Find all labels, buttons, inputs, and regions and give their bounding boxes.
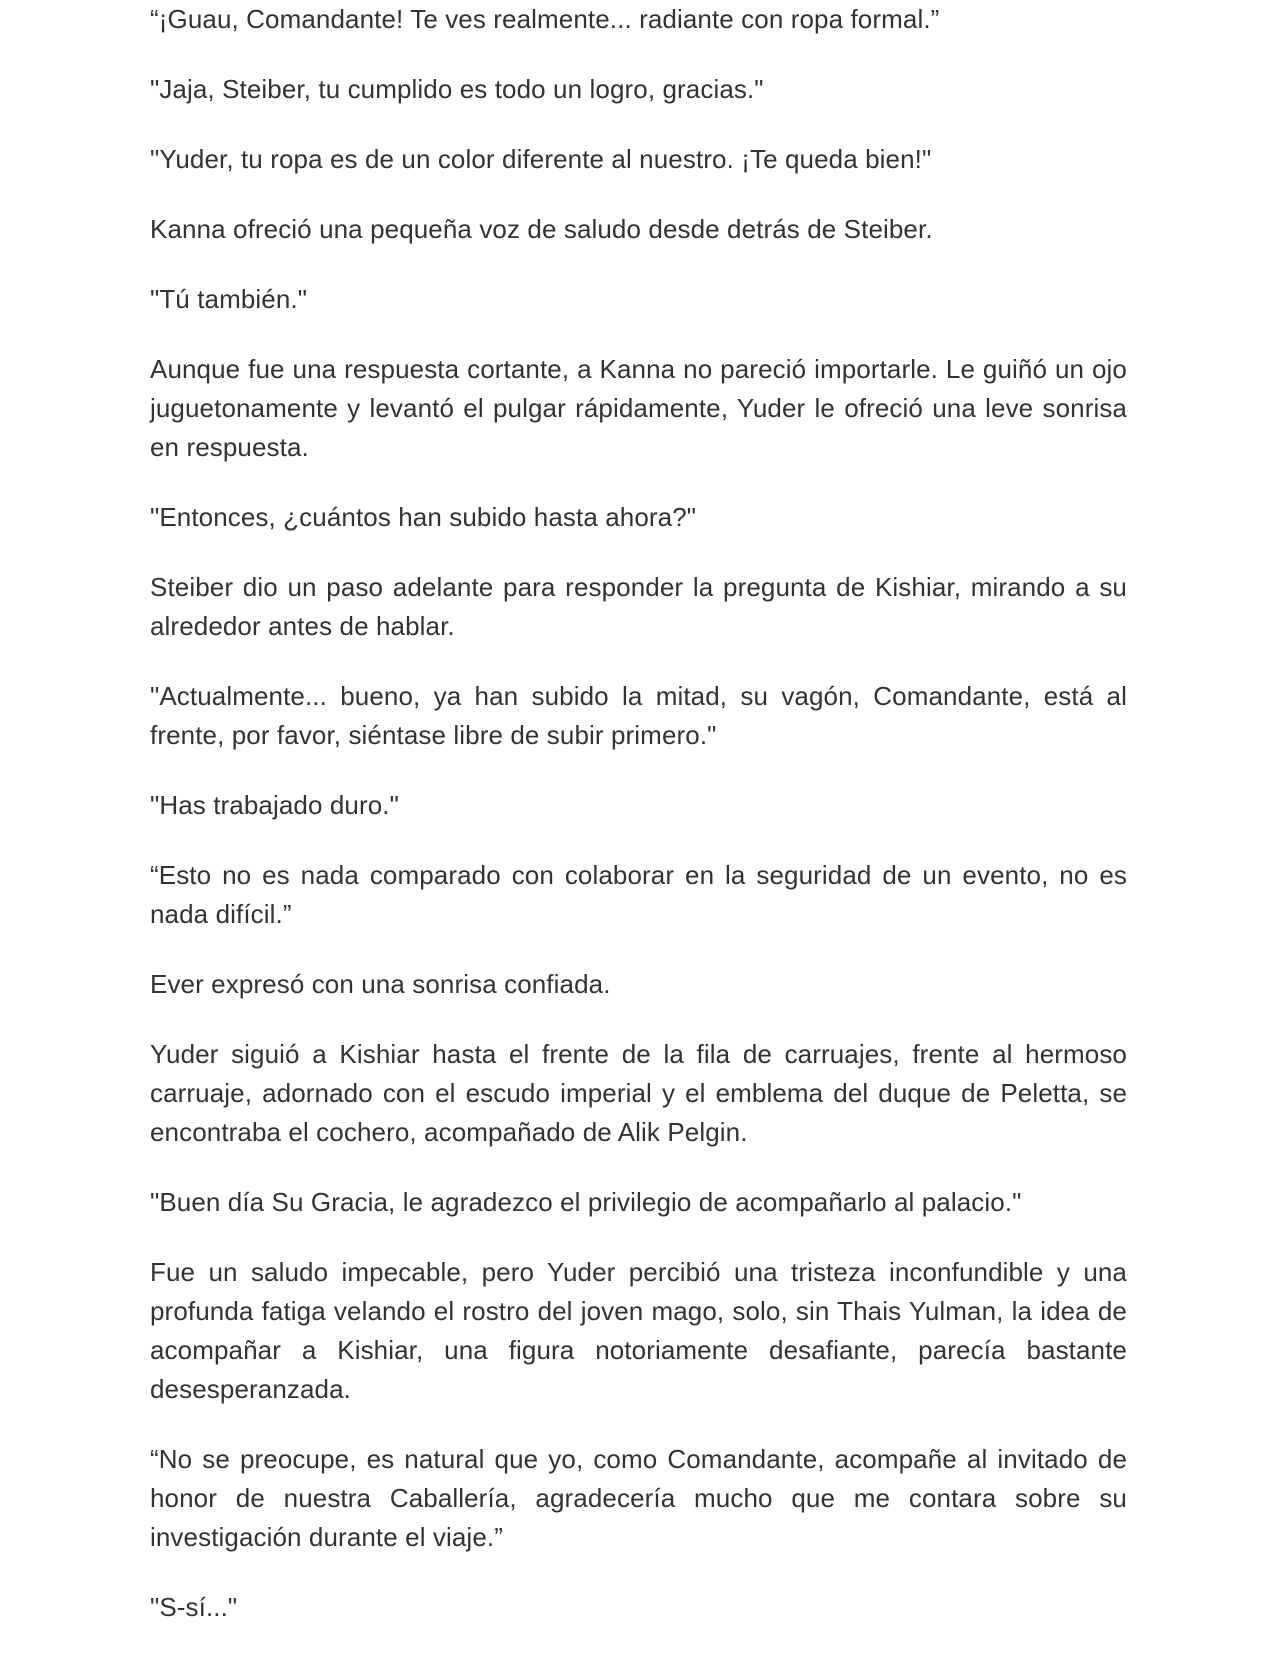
paragraph: "Buen día Su Gracia, le agradezco el privilegio de acompañarlo al palacio." bbox=[150, 1187, 1022, 1217]
paragraph: "Has trabajado duro." bbox=[150, 790, 399, 820]
paragraph: Ever expresó con una sonrisa confiada. bbox=[150, 969, 611, 999]
paragraph: "Entonces, ¿cuántos han subido hasta ahora?" bbox=[150, 502, 697, 532]
paragraph: "Yuder, tu ropa es de un color diferente al nuestro. ¡Te queda bien!" bbox=[150, 144, 932, 174]
paragraph: “No se preocupe, es natural que yo, como Comandante, acompañe al invitado de honor de nuestra Caballería, agradecería mucho que me contara sobre su investigación durante el viaje.” bbox=[150, 1444, 1127, 1552]
paragraph: “Esto no es nada comparado con colaborar en la seguridad de un evento, no es nada difícil.” bbox=[150, 860, 1127, 929]
paragraph: “¡Guau, Comandante! Te ves realmente... radiante con ropa formal.” bbox=[150, 4, 940, 34]
paragraph: "Jaja, Steiber, tu cumplido es todo un logro, gracias." bbox=[150, 74, 764, 104]
paragraph: Aunque fue una respuesta cortante, a Kanna no pareció importarle. Le guiñó un ojo juguetonamente y levantó el pulgar rápidamente, Yuder le ofreció una leve sonrisa en respuesta. bbox=[150, 354, 1127, 462]
paragraph: Fue un saludo impecable, pero Yuder percibió una tristeza inconfundible y una profunda fatiga velando el rostro del joven mago, solo, sin Thais Yulman, la idea de acompañar a Kishiar, una figura notoriamente desafiante, parecía bastante desesperanzada. bbox=[150, 1257, 1127, 1404]
paragraph: Yuder siguió a Kishiar hasta el frente de la fila de carruajes, frente al hermoso carruaje, adornado con el escudo imperial y el emblema del duque de Peletta, se encontraba el cochero, acompañado de Alik Pelgin. bbox=[150, 1039, 1127, 1147]
paragraph: "S-sí..." bbox=[150, 1592, 238, 1622]
paragraph: "Tú también." bbox=[150, 284, 308, 314]
paragraph: "Actualmente... bueno, ya han subido la mitad, su vagón, Comandante, está al frente, por favor, siéntase libre de subir primero." bbox=[150, 681, 1127, 750]
paragraph: Steiber dio un paso adelante para responder la pregunta de Kishiar, mirando a su alrededor antes de hablar. bbox=[150, 572, 1127, 641]
document-body bbox=[150, 0, 1127, 1658]
paragraph: Kanna ofreció una pequeña voz de saludo desde detrás de Steiber. bbox=[150, 214, 933, 244]
